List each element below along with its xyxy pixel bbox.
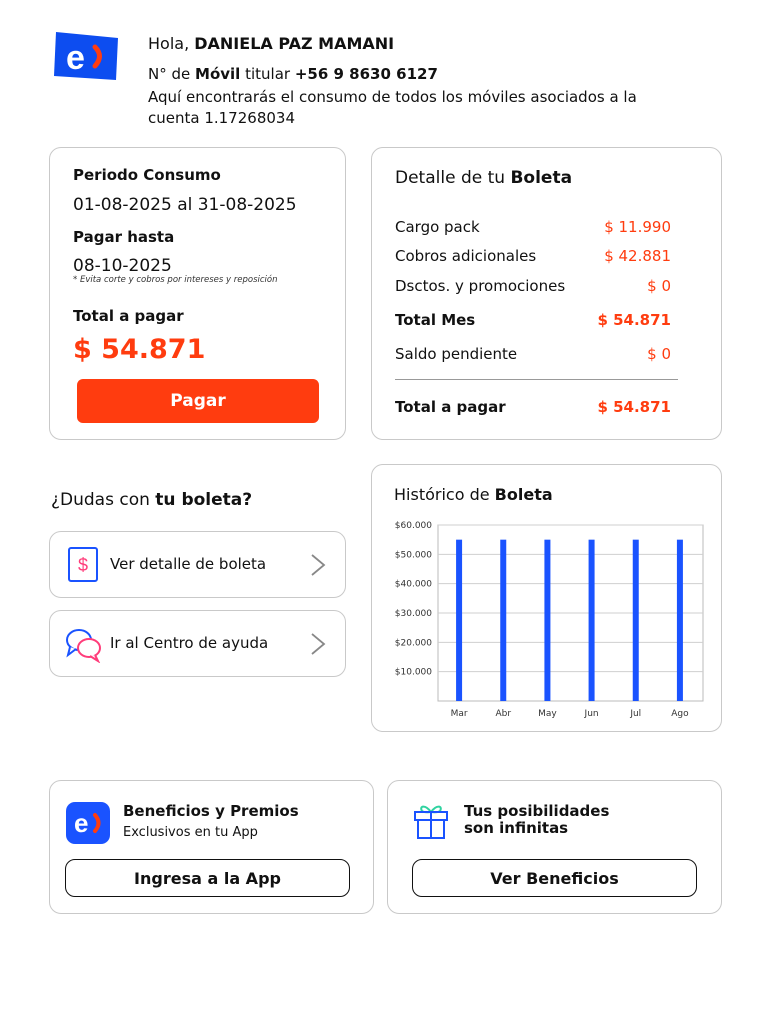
entel-logo — [52, 30, 120, 82]
total-label: Total a pagar — [73, 307, 184, 325]
benefits-subtitle: Exclusivos en tu App — [123, 825, 258, 840]
detail-total-label: Total a pagar — [395, 398, 506, 416]
detail-divider — [395, 379, 678, 380]
bill-detail-card — [371, 147, 722, 440]
chart-y-tick-label: $40.000 — [394, 579, 432, 590]
detail-row-saldo — [395, 345, 671, 363]
chart-bar — [677, 540, 683, 701]
greeting-prefix: Hola, — [148, 34, 190, 53]
account-description: Aquí encontrarás el consumo de todos los móviles asociados a la cuenta 1.17268034 — [148, 88, 637, 127]
help-title-bold: tu boleta? — [155, 490, 253, 510]
pay-button[interactable]: Pagar — [77, 379, 319, 423]
chart-x-tick-label: Jun — [584, 709, 599, 719]
detail-row-descuentos — [395, 277, 671, 295]
detail-row-value: $ 11.990 — [604, 218, 671, 236]
chart-y-tick-label: $50.000 — [394, 550, 432, 561]
detail-row-label: Cargo pack — [395, 218, 480, 236]
due-note: * Evita corte y cobros por intereses y reposición — [73, 275, 278, 285]
phone-line-mobile: Móvil — [195, 65, 241, 83]
detail-row-label: Saldo pendiente — [395, 345, 518, 363]
benefits-app-card — [49, 780, 374, 914]
view-bill-detail-label: Ver detalle de boleta — [110, 555, 267, 573]
benefits-card — [387, 780, 722, 914]
help-center-link[interactable] — [49, 610, 346, 677]
dollar-document-icon — [64, 546, 102, 584]
svg-text:$: $ — [77, 555, 89, 575]
open-app-button[interactable]: Ingresa a la App — [65, 859, 350, 897]
chat-bubbles-icon — [64, 625, 102, 663]
phone-line-titular: titular — [245, 65, 291, 83]
billing-summary-card — [49, 147, 346, 440]
due-value: 08-10-2025 — [73, 256, 172, 276]
chart-y-tick-label: $10.000 — [394, 667, 432, 678]
chart-bar — [633, 540, 639, 701]
user-name: DANIELA PAZ MAMANI — [194, 34, 395, 53]
view-benefits-button[interactable]: Ver Beneficios — [412, 859, 697, 897]
possibilities-title-line1: Tus posibilidades — [464, 802, 610, 820]
chart-x-tick-label: May — [538, 709, 557, 719]
phone-line — [148, 65, 438, 83]
bill-history-chart — [372, 465, 721, 731]
detail-row-cobros — [395, 247, 671, 265]
chart-x-tick-label: Ago — [671, 709, 689, 719]
detail-row-label: Dsctos. y promociones — [395, 277, 566, 295]
greeting — [148, 34, 394, 53]
chart-x-tick-label: Mar — [450, 709, 468, 719]
detail-title-bold: Boleta — [510, 168, 573, 188]
svg-text:e: e — [74, 808, 89, 838]
chart-bar — [500, 540, 506, 701]
help-title — [51, 490, 252, 510]
chart-y-tick-label: $20.000 — [394, 638, 432, 649]
svg-text:e: e — [66, 39, 85, 77]
period-value: 01-08-2025 al 31-08-2025 — [73, 195, 297, 215]
detail-row-value: $ 54.871 — [597, 311, 671, 329]
total-amount: $ 54.871 — [73, 334, 206, 365]
chart-y-tick-label: $60.000 — [394, 521, 432, 531]
detail-row-value: $ 0 — [647, 277, 671, 295]
entel-app-icon — [66, 802, 110, 844]
chart-bar — [589, 540, 595, 701]
possibilities-title-line2: son infinitas — [464, 819, 569, 837]
chart-y-tick-label: $30.000 — [394, 609, 432, 619]
detail-title — [395, 168, 572, 188]
possibilities-title — [464, 803, 609, 837]
phone-line-prefix: N° de — [148, 65, 191, 83]
period-label: Periodo Consumo — [73, 166, 221, 184]
bill-history-card — [371, 464, 722, 732]
due-label: Pagar hasta — [73, 228, 175, 246]
detail-title-prefix: Detalle de tu — [395, 168, 506, 188]
chevron-right-icon — [309, 552, 327, 578]
chart-x-tick-label: Jul — [630, 709, 642, 719]
detail-row-value: $ 0 — [647, 345, 671, 363]
chart-bar — [544, 540, 550, 701]
benefits-title: Beneficios y Premios — [123, 802, 299, 820]
gift-icon — [413, 802, 449, 840]
chevron-right-icon — [309, 631, 327, 657]
history-title-bold: Boleta — [494, 485, 553, 504]
detail-row-total-mes — [395, 311, 671, 329]
chart-x-tick-label: Abr — [495, 709, 512, 719]
detail-row-label: Total Mes — [395, 311, 476, 329]
history-title-prefix: Histórico de — [394, 485, 490, 504]
detail-row-cargo-pack — [395, 218, 671, 236]
help-title-prefix: ¿Dudas con — [51, 490, 150, 510]
detail-row-value: $ 42.881 — [604, 247, 671, 265]
detail-total-value: $ 54.871 — [597, 398, 671, 416]
detail-row-label: Cobros adicionales — [395, 247, 537, 265]
phone-number: +56 9 8630 6127 — [294, 65, 438, 83]
detail-row-total-pagar — [395, 398, 671, 416]
help-center-label: Ir al Centro de ayuda — [110, 634, 269, 652]
view-bill-detail-link[interactable] — [49, 531, 346, 598]
chart-bar — [456, 540, 462, 701]
